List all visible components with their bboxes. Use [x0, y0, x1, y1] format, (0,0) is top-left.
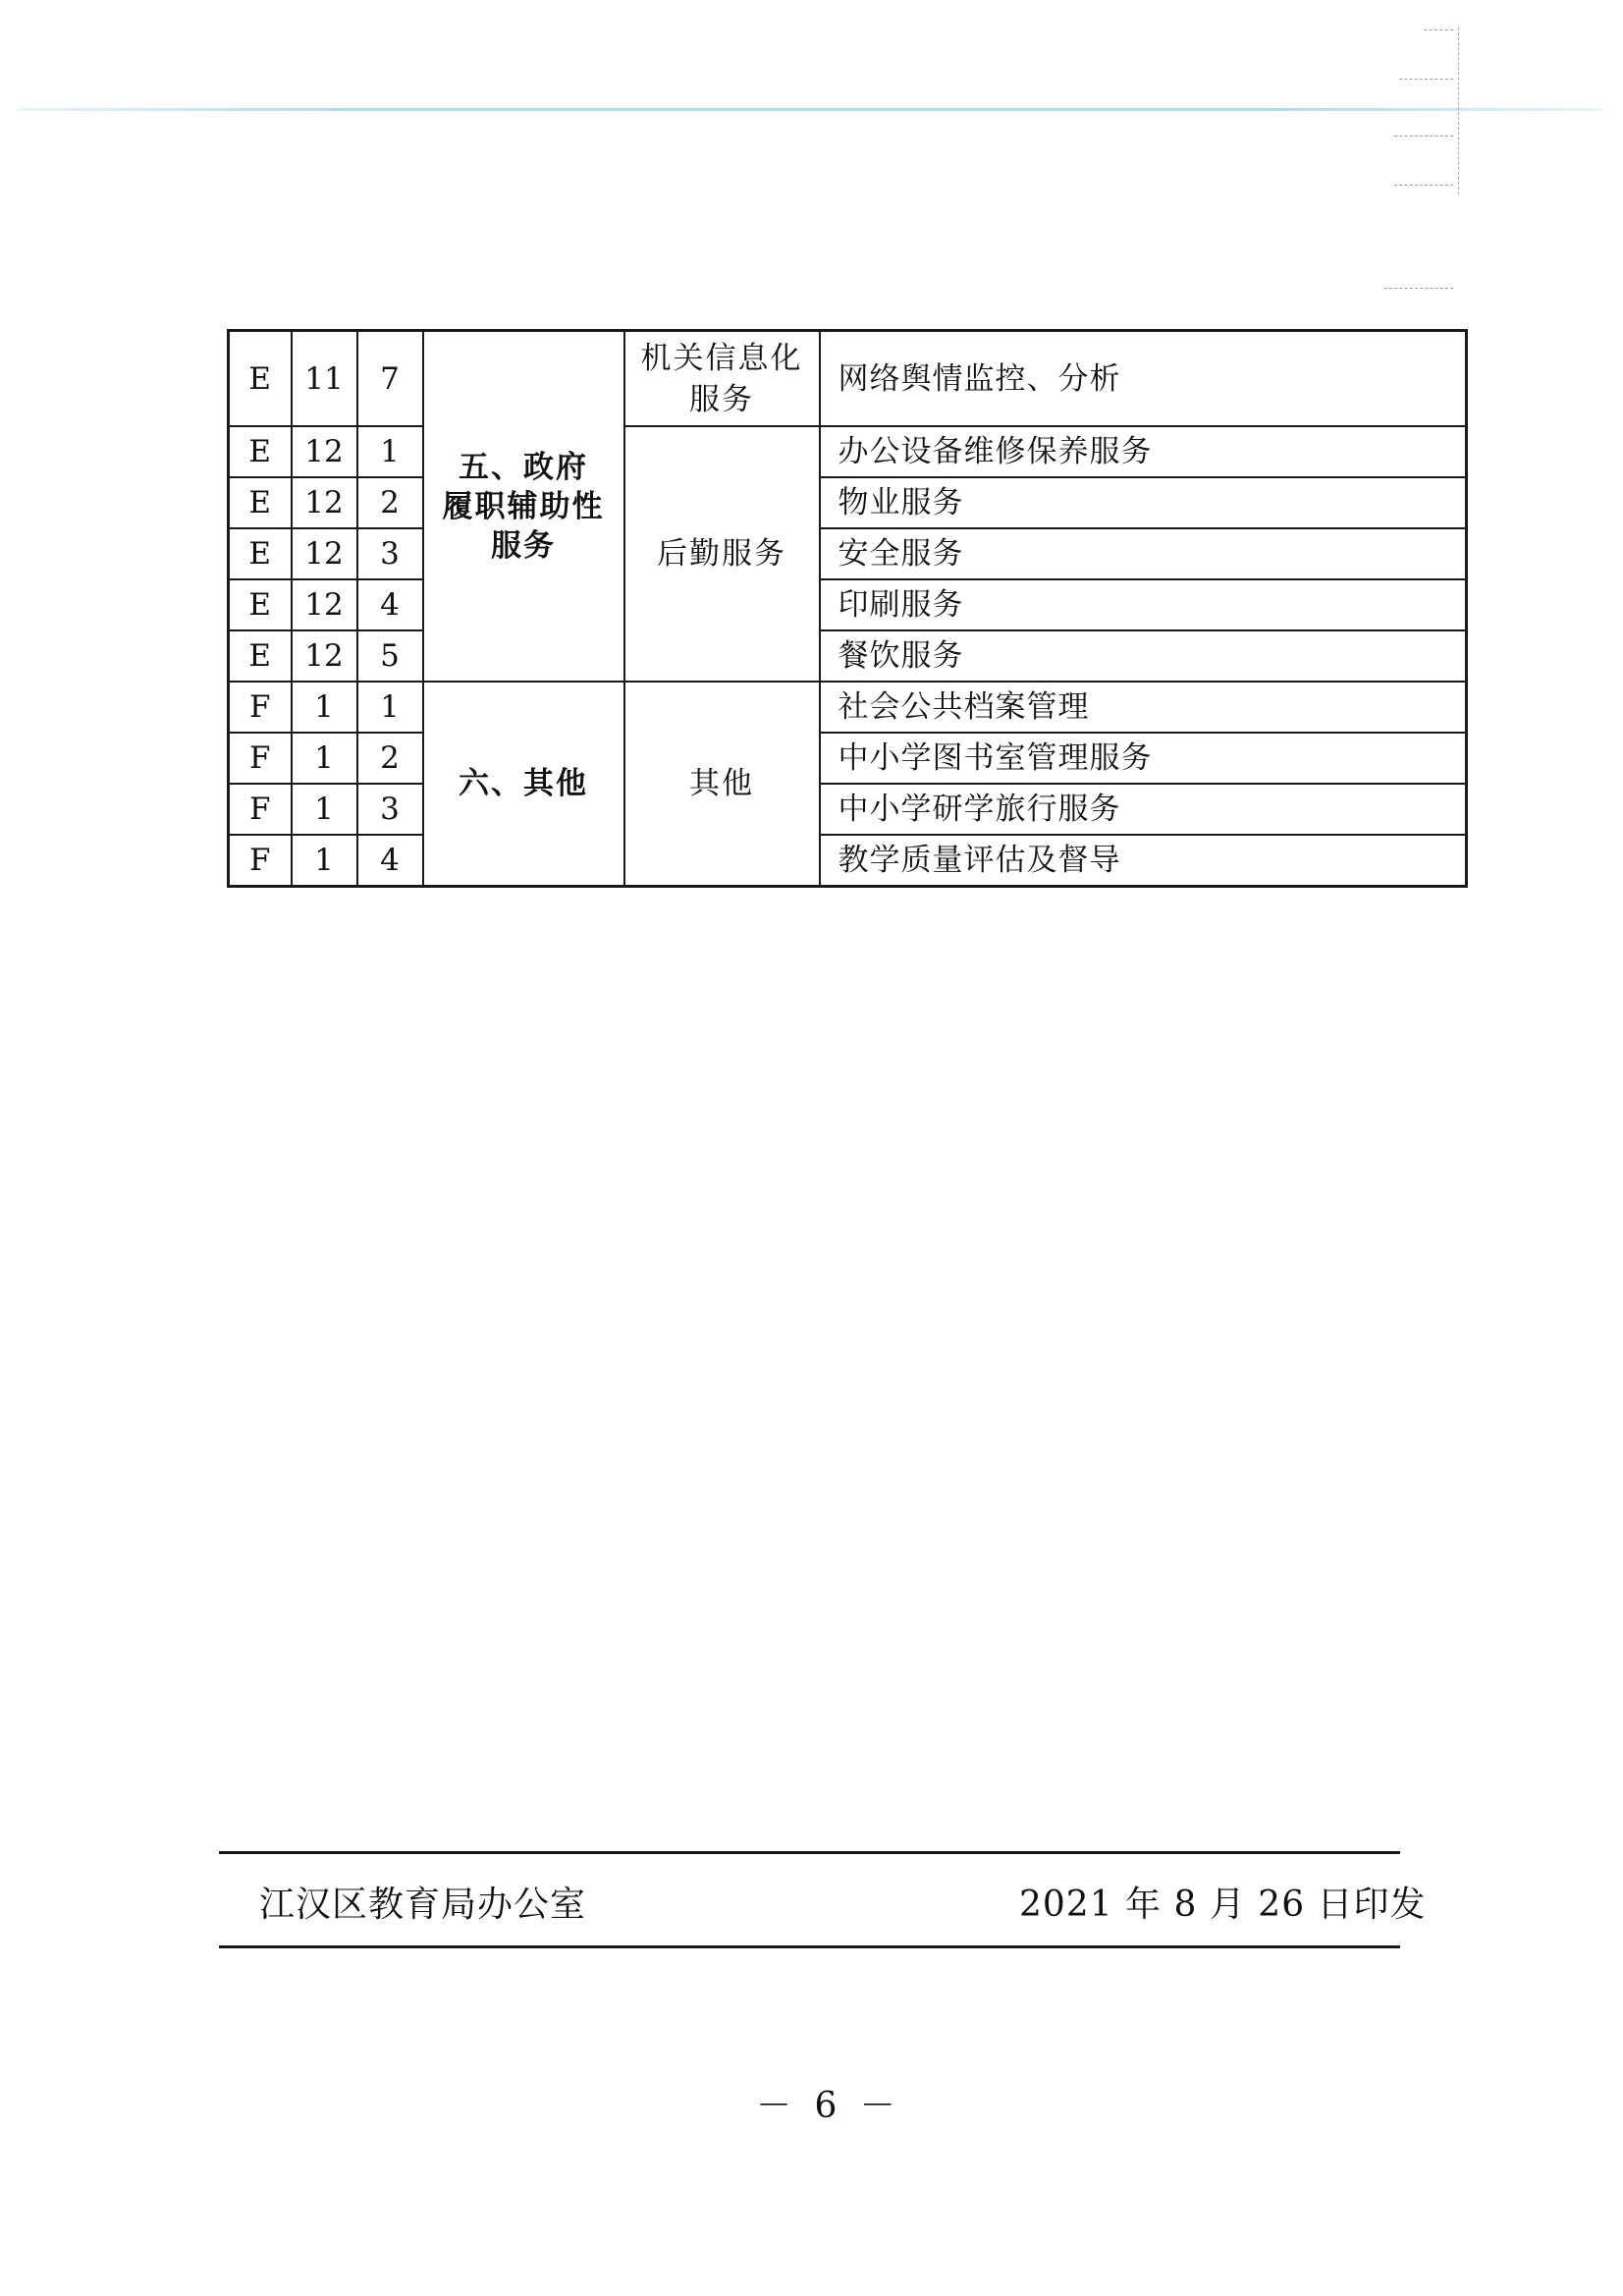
scan-margin-mark	[1384, 288, 1453, 290]
item-cell: 物业服务	[820, 477, 1467, 528]
item-cell: 餐饮服务	[820, 630, 1467, 682]
subcategory-cell-other: 其他	[624, 682, 820, 887]
subcategory-cell-logistics: 后勤服务	[624, 426, 820, 682]
code-letter-cell: E	[229, 426, 292, 477]
code-letter-cell: F	[229, 733, 292, 784]
subcategory-label: 机关信息化 服务	[640, 340, 803, 417]
category-cell-gov-support	[423, 331, 624, 683]
scan-margin-mark	[1394, 136, 1453, 137]
code-letter-cell: E	[229, 528, 292, 579]
code-letter-cell: E	[229, 331, 292, 427]
table-row	[229, 426, 1467, 477]
code-minor-cell: 2	[357, 733, 423, 784]
item-cell: 安全服务	[820, 528, 1467, 579]
code-minor-cell: 2	[357, 477, 423, 528]
item-cell: 印刷服务	[820, 579, 1467, 630]
code-minor-cell: 3	[357, 528, 423, 579]
issue-date: 2021 年 8 月 26 日印发	[1019, 1885, 1427, 1925]
item-cell: 中小学研学旅行服务	[820, 784, 1467, 835]
issuing-office: 江汉区教育局办公室	[259, 1885, 587, 1925]
code-major-cell: 12	[292, 477, 357, 528]
item-cell: 教学质量评估及督导	[820, 835, 1467, 887]
code-major-cell: 11	[292, 331, 357, 427]
code-major-cell: 12	[292, 579, 357, 630]
code-letter-cell: E	[229, 579, 292, 630]
code-minor-cell: 4	[357, 579, 423, 630]
footer-top-rule	[219, 1851, 1400, 1854]
code-letter-cell: E	[229, 477, 292, 528]
page-number: － 6 －	[756, 2086, 901, 2126]
scan-margin-mark	[1424, 29, 1453, 31]
scan-margin-mark	[1458, 27, 1459, 194]
code-major-cell: 1	[292, 682, 357, 733]
code-letter-cell: F	[229, 682, 292, 733]
code-minor-cell: 4	[357, 835, 423, 887]
service-catalog-table	[227, 329, 1468, 888]
code-minor-cell: 1	[357, 426, 423, 477]
table-row	[229, 682, 1467, 733]
item-cell: 办公设备维修保养服务	[820, 426, 1467, 477]
code-major-cell: 1	[292, 835, 357, 887]
footer-bottom-rule	[219, 1945, 1400, 1948]
code-minor-cell: 3	[357, 784, 423, 835]
scan-margin-mark	[1394, 185, 1453, 187]
code-minor-cell: 1	[357, 682, 423, 733]
category-cell-other: 六、其他	[423, 682, 624, 887]
table-row	[229, 477, 1467, 528]
code-letter-cell: F	[229, 784, 292, 835]
table-row	[229, 579, 1467, 630]
code-major-cell: 12	[292, 630, 357, 682]
code-major-cell: 1	[292, 733, 357, 784]
table-row	[229, 528, 1467, 579]
table-row	[229, 835, 1467, 887]
code-major-cell: 1	[292, 784, 357, 835]
item-cell: 网络舆情监控、分析	[820, 331, 1467, 427]
item-cell: 中小学图书室管理服务	[820, 733, 1467, 784]
code-letter-cell: E	[229, 630, 292, 682]
subcategory-cell-it	[624, 331, 820, 427]
category-label: 五、政府 履职辅助性 服务	[442, 449, 605, 564]
scan-artifact-line	[18, 108, 1603, 111]
code-minor-cell: 5	[357, 630, 423, 682]
table-row	[229, 733, 1467, 784]
table-row	[229, 331, 1467, 427]
table-row	[229, 630, 1467, 682]
code-letter-cell: F	[229, 835, 292, 887]
item-cell: 社会公共档案管理	[820, 682, 1467, 733]
scan-margin-mark	[1399, 79, 1453, 81]
code-minor-cell: 7	[357, 331, 423, 427]
table-row	[229, 784, 1467, 835]
code-major-cell: 12	[292, 426, 357, 477]
code-major-cell: 12	[292, 528, 357, 579]
